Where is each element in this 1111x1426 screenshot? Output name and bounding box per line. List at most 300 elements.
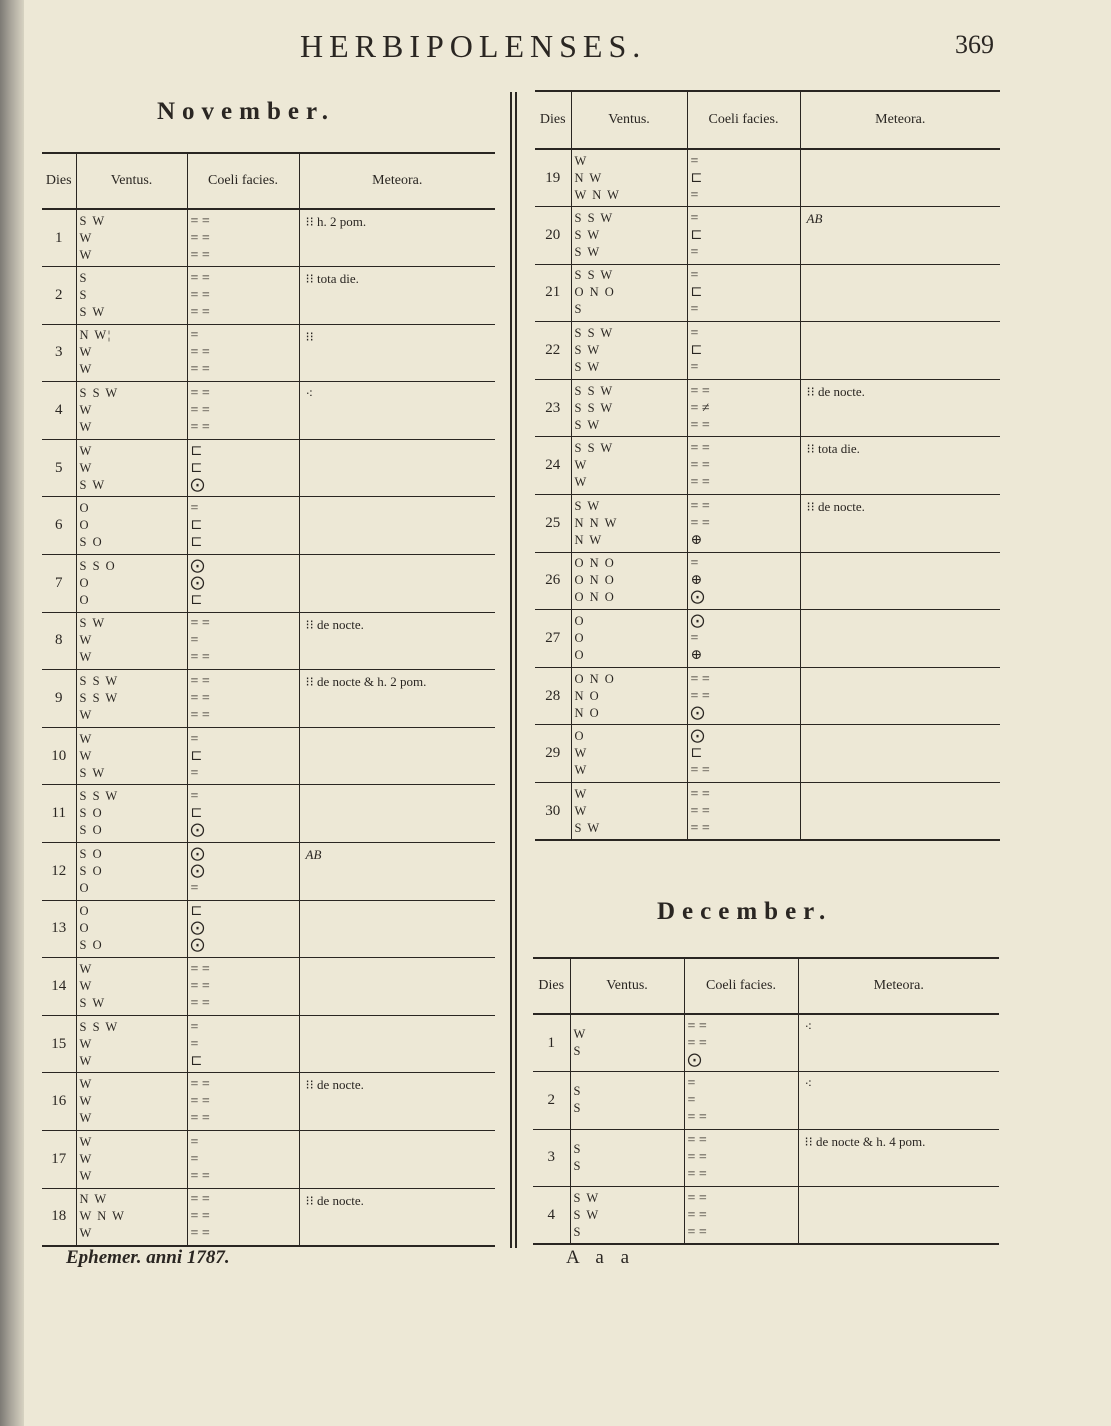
coeli-facies-cell — [687, 322, 800, 380]
coeli-facies-cell — [687, 379, 800, 437]
meteora-cell — [299, 439, 495, 497]
ventus-cell — [571, 552, 687, 610]
meteora-cell — [299, 785, 495, 843]
wind-line: W — [574, 803, 588, 818]
day-row — [42, 958, 495, 1016]
day-number: 21 — [535, 264, 571, 322]
day-number: 23 — [535, 379, 571, 437]
sky-symbol-line: = — [190, 1134, 199, 1150]
ventus-cell — [76, 843, 187, 901]
day-row — [533, 1072, 999, 1130]
meteora-cell: ⁖ — [798, 1072, 999, 1130]
sky-symbol-line: = — [190, 501, 199, 517]
ventus-cell — [76, 900, 187, 958]
wind-line: W — [574, 153, 588, 168]
sky-symbol-line: = — [690, 631, 699, 647]
wind-line: N W — [79, 1192, 108, 1207]
sky-symbol-line: = = — [190, 650, 210, 666]
day-number: 16 — [42, 1073, 76, 1131]
header-ventus: Ventus. — [76, 153, 187, 209]
day-row — [535, 322, 1000, 380]
wind-line: S — [573, 1101, 582, 1116]
day-row — [535, 667, 1000, 725]
wind-line: S S W — [574, 441, 614, 456]
coeli-facies-cell — [187, 1073, 299, 1131]
sky-symbol-line: ⨀ — [190, 823, 205, 839]
wind-line: W — [79, 1077, 93, 1092]
day-number: 8 — [42, 612, 76, 670]
day-row — [42, 439, 495, 497]
wind-line: S W — [573, 1207, 600, 1222]
ventus-cell — [76, 785, 187, 843]
wind-line: S W — [574, 417, 601, 432]
wind-line: N N W — [574, 515, 618, 530]
wind-line: S — [574, 302, 583, 317]
sky-symbol-line: = = — [190, 996, 210, 1012]
wind-line: W — [574, 458, 588, 473]
ventus-cell — [76, 267, 187, 325]
wind-line: W — [79, 460, 93, 475]
day-row — [42, 209, 495, 267]
coeli-facies-cell — [684, 1072, 798, 1130]
ventus-cell — [570, 1072, 684, 1130]
coeli-facies-cell — [187, 1131, 299, 1189]
ventus-cell — [76, 1015, 187, 1073]
meteora-cell: ⁖ — [798, 1014, 999, 1072]
sky-symbol-line: = = — [190, 1192, 210, 1208]
coeli-facies-cell — [187, 843, 299, 901]
wind-line: S W — [79, 477, 106, 492]
sky-symbol-line: = = — [190, 362, 210, 378]
sky-symbol-line: = — [190, 1151, 199, 1167]
wind-line: S O — [79, 863, 104, 878]
day-number: 3 — [533, 1129, 570, 1187]
wind-line: S W — [574, 343, 601, 358]
header-dies: Dies — [535, 91, 571, 149]
day-number: 25 — [535, 495, 571, 553]
page-number: 369 — [955, 30, 994, 59]
sky-symbol-line: = = — [190, 270, 210, 286]
sky-symbol-line: = = — [190, 1111, 210, 1127]
wind-line: N W — [574, 532, 603, 547]
wind-line: S W — [79, 996, 106, 1011]
day-row — [535, 264, 1000, 322]
sky-symbol-line: = — [690, 268, 699, 284]
meteora-cell — [800, 783, 1000, 841]
sky-symbol-line: = = — [687, 1167, 707, 1183]
day-row — [535, 552, 1000, 610]
wind-line: W — [79, 633, 93, 648]
day-row — [42, 555, 495, 613]
wind-line: O — [574, 631, 586, 646]
coeli-facies-cell — [187, 612, 299, 670]
wind-line: S W — [573, 1190, 600, 1205]
page-binding-edge — [0, 0, 24, 1426]
day-number: 17 — [42, 1131, 76, 1189]
sky-symbol-line: = — [690, 210, 699, 226]
sky-symbol-line: ⨀ — [190, 921, 205, 937]
sky-symbol-line: ⊏ — [190, 443, 203, 459]
sky-symbol-line: ⨀ — [687, 1052, 702, 1068]
sky-symbol-line: = = — [690, 763, 710, 779]
wind-line: O N O — [574, 573, 616, 588]
sky-symbol-line: ⨀ — [190, 846, 205, 862]
footer-ephemeris-note: Ephemer. anni 1787. — [66, 1247, 230, 1268]
wind-line: W — [574, 786, 588, 801]
day-row — [535, 207, 1000, 265]
day-number: 2 — [42, 267, 76, 325]
sky-symbol-line: ⨀ — [190, 938, 205, 954]
meteora-cell — [299, 900, 495, 958]
wind-line: W — [574, 746, 588, 761]
header-dies: Dies — [533, 958, 570, 1014]
ventus-cell — [571, 149, 687, 207]
wind-line: N W¦ — [79, 328, 112, 343]
meteora-cell — [800, 264, 1000, 322]
day-row — [42, 670, 495, 728]
wind-line: S S W — [574, 210, 614, 225]
sky-symbol-line: = = — [687, 1150, 707, 1166]
sky-symbol-line: ⊏ — [190, 806, 203, 822]
wind-line: S O — [79, 535, 104, 550]
sky-symbol-line: = = — [687, 1109, 707, 1125]
sky-symbol-line: = — [190, 328, 199, 344]
running-header-title: HERBIPOLENSES. — [300, 28, 647, 64]
wind-line: W — [79, 708, 93, 723]
sky-symbol-line: = = — [190, 1168, 210, 1184]
sky-symbol-line: ⊏ — [690, 227, 703, 243]
sky-symbol-line: = = — [690, 458, 710, 474]
meteora-cell — [800, 149, 1000, 207]
day-number: 22 — [535, 322, 571, 380]
sky-symbol-line: = = — [690, 786, 710, 802]
footer-signature-mark: A a a — [566, 1247, 636, 1268]
wind-line: S S W — [79, 1019, 119, 1034]
sky-symbol-line: = = — [190, 213, 210, 229]
wind-line: S W — [574, 360, 601, 375]
wind-line: W — [79, 748, 93, 763]
sky-symbol-line: = = — [190, 691, 210, 707]
november-title: November. — [157, 98, 336, 125]
meteora-cell: ⁝⁝ de nocte & h. 4 pom. — [798, 1129, 999, 1187]
wind-line: W N W — [79, 1209, 126, 1224]
ventus-cell — [570, 1187, 684, 1245]
sky-symbol-line: = = — [687, 1018, 707, 1034]
sky-symbol-line: = ≠ — [690, 400, 710, 416]
sky-symbol-line: = = — [190, 979, 210, 995]
sky-symbol-line: = = — [687, 1190, 707, 1206]
ventus-cell — [570, 1129, 684, 1187]
ventus-cell — [571, 725, 687, 783]
sky-symbol-line: = — [690, 153, 699, 169]
day-number: 27 — [535, 610, 571, 668]
sky-symbol-line: ⨀ — [690, 705, 705, 721]
day-row — [533, 1129, 999, 1187]
meteora-cell — [299, 497, 495, 555]
wind-line: O — [79, 501, 91, 516]
wind-line: S S W — [574, 268, 614, 283]
meteora-cell: ⁝⁝ de nocte. — [299, 612, 495, 670]
coeli-facies-cell — [687, 149, 800, 207]
meteora-cell: AB — [299, 843, 495, 901]
meteora-cell: ⁝⁝ de nocte & h. 2 pom. — [299, 670, 495, 728]
wind-line: S S W — [79, 691, 119, 706]
wind-line: O — [79, 921, 91, 936]
meteora-cell — [299, 1131, 495, 1189]
sky-symbol-line: = = — [687, 1207, 707, 1223]
coeli-facies-cell — [187, 670, 299, 728]
sky-symbol-line: ⨀ — [690, 614, 705, 630]
header-meteora: Meteora. — [800, 91, 1000, 149]
day-row — [42, 843, 495, 901]
ventus-cell — [76, 612, 187, 670]
sky-symbol-line: ⊏ — [190, 592, 203, 608]
sky-symbol-line: = = — [190, 674, 210, 690]
ventus-cell — [76, 439, 187, 497]
coeli-facies-cell — [687, 207, 800, 265]
coeli-facies-cell — [687, 437, 800, 495]
coeli-facies-cell — [684, 1187, 798, 1245]
wind-line: S S W — [574, 400, 614, 415]
meteora-cell: ⁝⁝ de nocte. — [800, 495, 1000, 553]
coeli-facies-cell — [187, 555, 299, 613]
day-number: 12 — [42, 843, 76, 901]
sky-symbol-line: = = — [690, 671, 710, 687]
wind-line: O N O — [574, 556, 616, 571]
meteora-cell — [800, 322, 1000, 380]
coeli-facies-cell — [187, 324, 299, 382]
wind-line: W — [79, 1036, 93, 1051]
wind-line: W — [573, 1027, 587, 1042]
coeli-facies-cell — [187, 1188, 299, 1246]
sky-symbol-line: = = — [190, 1094, 210, 1110]
sky-symbol-line: = — [190, 789, 199, 805]
sky-symbol-line: = — [690, 302, 699, 318]
ventus-cell — [76, 1188, 187, 1246]
sky-symbol-line: ⊏ — [190, 460, 203, 476]
day-number: 14 — [42, 958, 76, 1016]
coeli-facies-cell — [187, 209, 299, 267]
day-row — [533, 1014, 999, 1072]
day-row — [42, 1188, 495, 1246]
sky-symbol-line: = — [190, 1019, 199, 1035]
meteora-cell — [800, 610, 1000, 668]
sky-symbol-line: = = — [190, 247, 210, 263]
sky-symbol-line: ⨀ — [190, 558, 205, 574]
wind-line: S O — [79, 806, 104, 821]
header-dies: Dies — [42, 153, 76, 209]
day-number: 19 — [535, 149, 571, 207]
sky-symbol-line: = = — [190, 1226, 210, 1242]
wind-line: W — [79, 420, 93, 435]
sky-symbol-line: = — [190, 1036, 199, 1052]
ventus-cell — [571, 610, 687, 668]
wind-line: S O — [79, 938, 104, 953]
wind-line: N O — [574, 705, 601, 720]
wind-line: S W — [79, 765, 106, 780]
wind-line: W — [79, 1168, 93, 1183]
wind-line: O N O — [574, 590, 616, 605]
wind-line: S — [573, 1158, 582, 1173]
sky-symbol-line: ⨀ — [690, 729, 705, 745]
day-row — [42, 1073, 495, 1131]
wind-line: O — [574, 648, 586, 663]
wind-line: O N O — [574, 671, 616, 686]
november-table-days-1-18 — [42, 152, 495, 1247]
sky-symbol-line: ⊏ — [690, 343, 703, 359]
wind-line: W — [79, 345, 93, 360]
sky-symbol-line: ⊕ — [690, 648, 703, 664]
day-row — [533, 1187, 999, 1245]
coeli-facies-cell — [187, 1015, 299, 1073]
sky-symbol-line: ⨀ — [190, 863, 205, 879]
wind-line: O — [79, 904, 91, 919]
meteora-cell: ⁝⁝ tota die. — [800, 437, 1000, 495]
wind-line: W — [79, 1094, 93, 1109]
wind-line: W — [574, 763, 588, 778]
wind-line: S — [573, 1084, 582, 1099]
meteora-cell: ⁝⁝ — [299, 324, 495, 382]
sky-symbol-line: ⨀ — [690, 590, 705, 606]
wind-line: S W — [79, 304, 106, 319]
november-table-days-19-30 — [535, 90, 1000, 841]
day-number: 4 — [42, 382, 76, 440]
day-number: 26 — [535, 552, 571, 610]
coeli-facies-cell — [687, 783, 800, 841]
header-coeli-facies: Coeli facies. — [684, 958, 798, 1014]
sky-symbol-line: ⊏ — [690, 746, 703, 762]
meteora-cell: ⁝⁝ tota die. — [299, 267, 495, 325]
wind-line: S W — [574, 498, 601, 513]
day-row — [535, 149, 1000, 207]
sky-symbol-line: = = — [190, 616, 210, 632]
december-table — [533, 957, 999, 1245]
ventus-cell — [76, 324, 187, 382]
sky-symbol-line: = = — [190, 403, 210, 419]
coeli-facies-cell — [687, 552, 800, 610]
meteora-cell — [299, 1015, 495, 1073]
wind-line: S S W — [79, 789, 119, 804]
column-divider-rule — [515, 92, 517, 1248]
sky-symbol-line: = = — [190, 386, 210, 402]
sky-symbol-line: = = — [690, 820, 710, 836]
sky-symbol-line: = = — [690, 515, 710, 531]
coeli-facies-cell — [684, 1014, 798, 1072]
sky-symbol-line: = = — [687, 1035, 707, 1051]
wind-line: W — [79, 362, 93, 377]
ventus-cell — [571, 495, 687, 553]
wind-line: S W — [574, 820, 601, 835]
wind-line: S O — [79, 846, 104, 861]
wind-line: S W — [79, 213, 106, 228]
sky-symbol-line: = = — [190, 962, 210, 978]
wind-line: S — [79, 270, 88, 285]
sky-symbol-line: = — [687, 1075, 696, 1091]
wind-line: O — [79, 880, 91, 895]
wind-line: W — [79, 403, 93, 418]
day-number: 7 — [42, 555, 76, 613]
ventus-cell — [571, 322, 687, 380]
header-meteora: Meteora. — [299, 153, 495, 209]
sky-symbol-line: = = — [690, 498, 710, 514]
sky-symbol-line: = — [690, 326, 699, 342]
column-divider-rule — [510, 92, 512, 1248]
wind-line: W — [79, 1053, 93, 1068]
day-row — [535, 610, 1000, 668]
wind-line: S O — [79, 823, 104, 838]
day-number: 11 — [42, 785, 76, 843]
sky-symbol-line: ⊏ — [190, 748, 203, 764]
day-number: 15 — [42, 1015, 76, 1073]
sky-symbol-line: = = — [190, 420, 210, 436]
coeli-facies-cell — [687, 667, 800, 725]
wind-line: S W — [574, 227, 601, 242]
ventus-cell — [76, 727, 187, 785]
coeli-facies-cell — [187, 727, 299, 785]
coeli-facies-cell — [187, 958, 299, 1016]
meteora-cell: ⁝⁝ h. 2 pom. — [299, 209, 495, 267]
day-number: 1 — [42, 209, 76, 267]
coeli-facies-cell — [187, 900, 299, 958]
sky-symbol-line: = = — [190, 1209, 210, 1225]
day-row — [42, 382, 495, 440]
wind-line: O N O — [574, 285, 616, 300]
coeli-facies-cell — [187, 382, 299, 440]
sky-symbol-line: ⊏ — [190, 518, 203, 534]
ventus-cell — [76, 497, 187, 555]
wind-line: W — [79, 731, 93, 746]
wind-line: S S O — [79, 558, 117, 573]
sky-symbol-line: ⊏ — [190, 904, 203, 920]
sky-symbol-line: = = — [690, 475, 710, 491]
wind-line: S S W — [79, 386, 119, 401]
header-coeli-facies: Coeli facies. — [187, 153, 299, 209]
day-row — [42, 727, 495, 785]
ventus-cell — [76, 209, 187, 267]
day-number: 20 — [535, 207, 571, 265]
wind-line: S — [573, 1224, 582, 1239]
day-number: 24 — [535, 437, 571, 495]
header-meteora: Meteora. — [798, 958, 999, 1014]
meteora-cell: ⁝⁝ de nocte. — [800, 379, 1000, 437]
wind-line: S S W — [79, 674, 119, 689]
day-row — [42, 1015, 495, 1073]
sky-symbol-line: = — [190, 765, 199, 781]
ventus-cell — [571, 667, 687, 725]
sky-symbol-line: ⊏ — [690, 285, 703, 301]
day-number: 6 — [42, 497, 76, 555]
sky-symbol-line: = — [690, 360, 699, 376]
wind-line: S — [573, 1141, 582, 1156]
wind-line: S — [79, 287, 88, 302]
day-row — [42, 267, 495, 325]
header-ventus: Ventus. — [571, 91, 687, 149]
ventus-cell — [571, 207, 687, 265]
coeli-facies-cell — [187, 439, 299, 497]
wind-line: W — [79, 230, 93, 245]
wind-line: S S W — [574, 326, 614, 341]
meteora-cell: ⁝⁝ de nocte. — [299, 1073, 495, 1131]
meteora-cell: AB — [800, 207, 1000, 265]
sky-symbol-line: ⊏ — [190, 1053, 203, 1069]
day-number: 13 — [42, 900, 76, 958]
header-coeli-facies: Coeli facies. — [687, 91, 800, 149]
day-row — [42, 612, 495, 670]
sky-symbol-line: = = — [690, 383, 710, 399]
sky-symbol-line: = = — [190, 287, 210, 303]
wind-line: W — [79, 1151, 93, 1166]
sky-symbol-line: ⊏ — [190, 535, 203, 551]
